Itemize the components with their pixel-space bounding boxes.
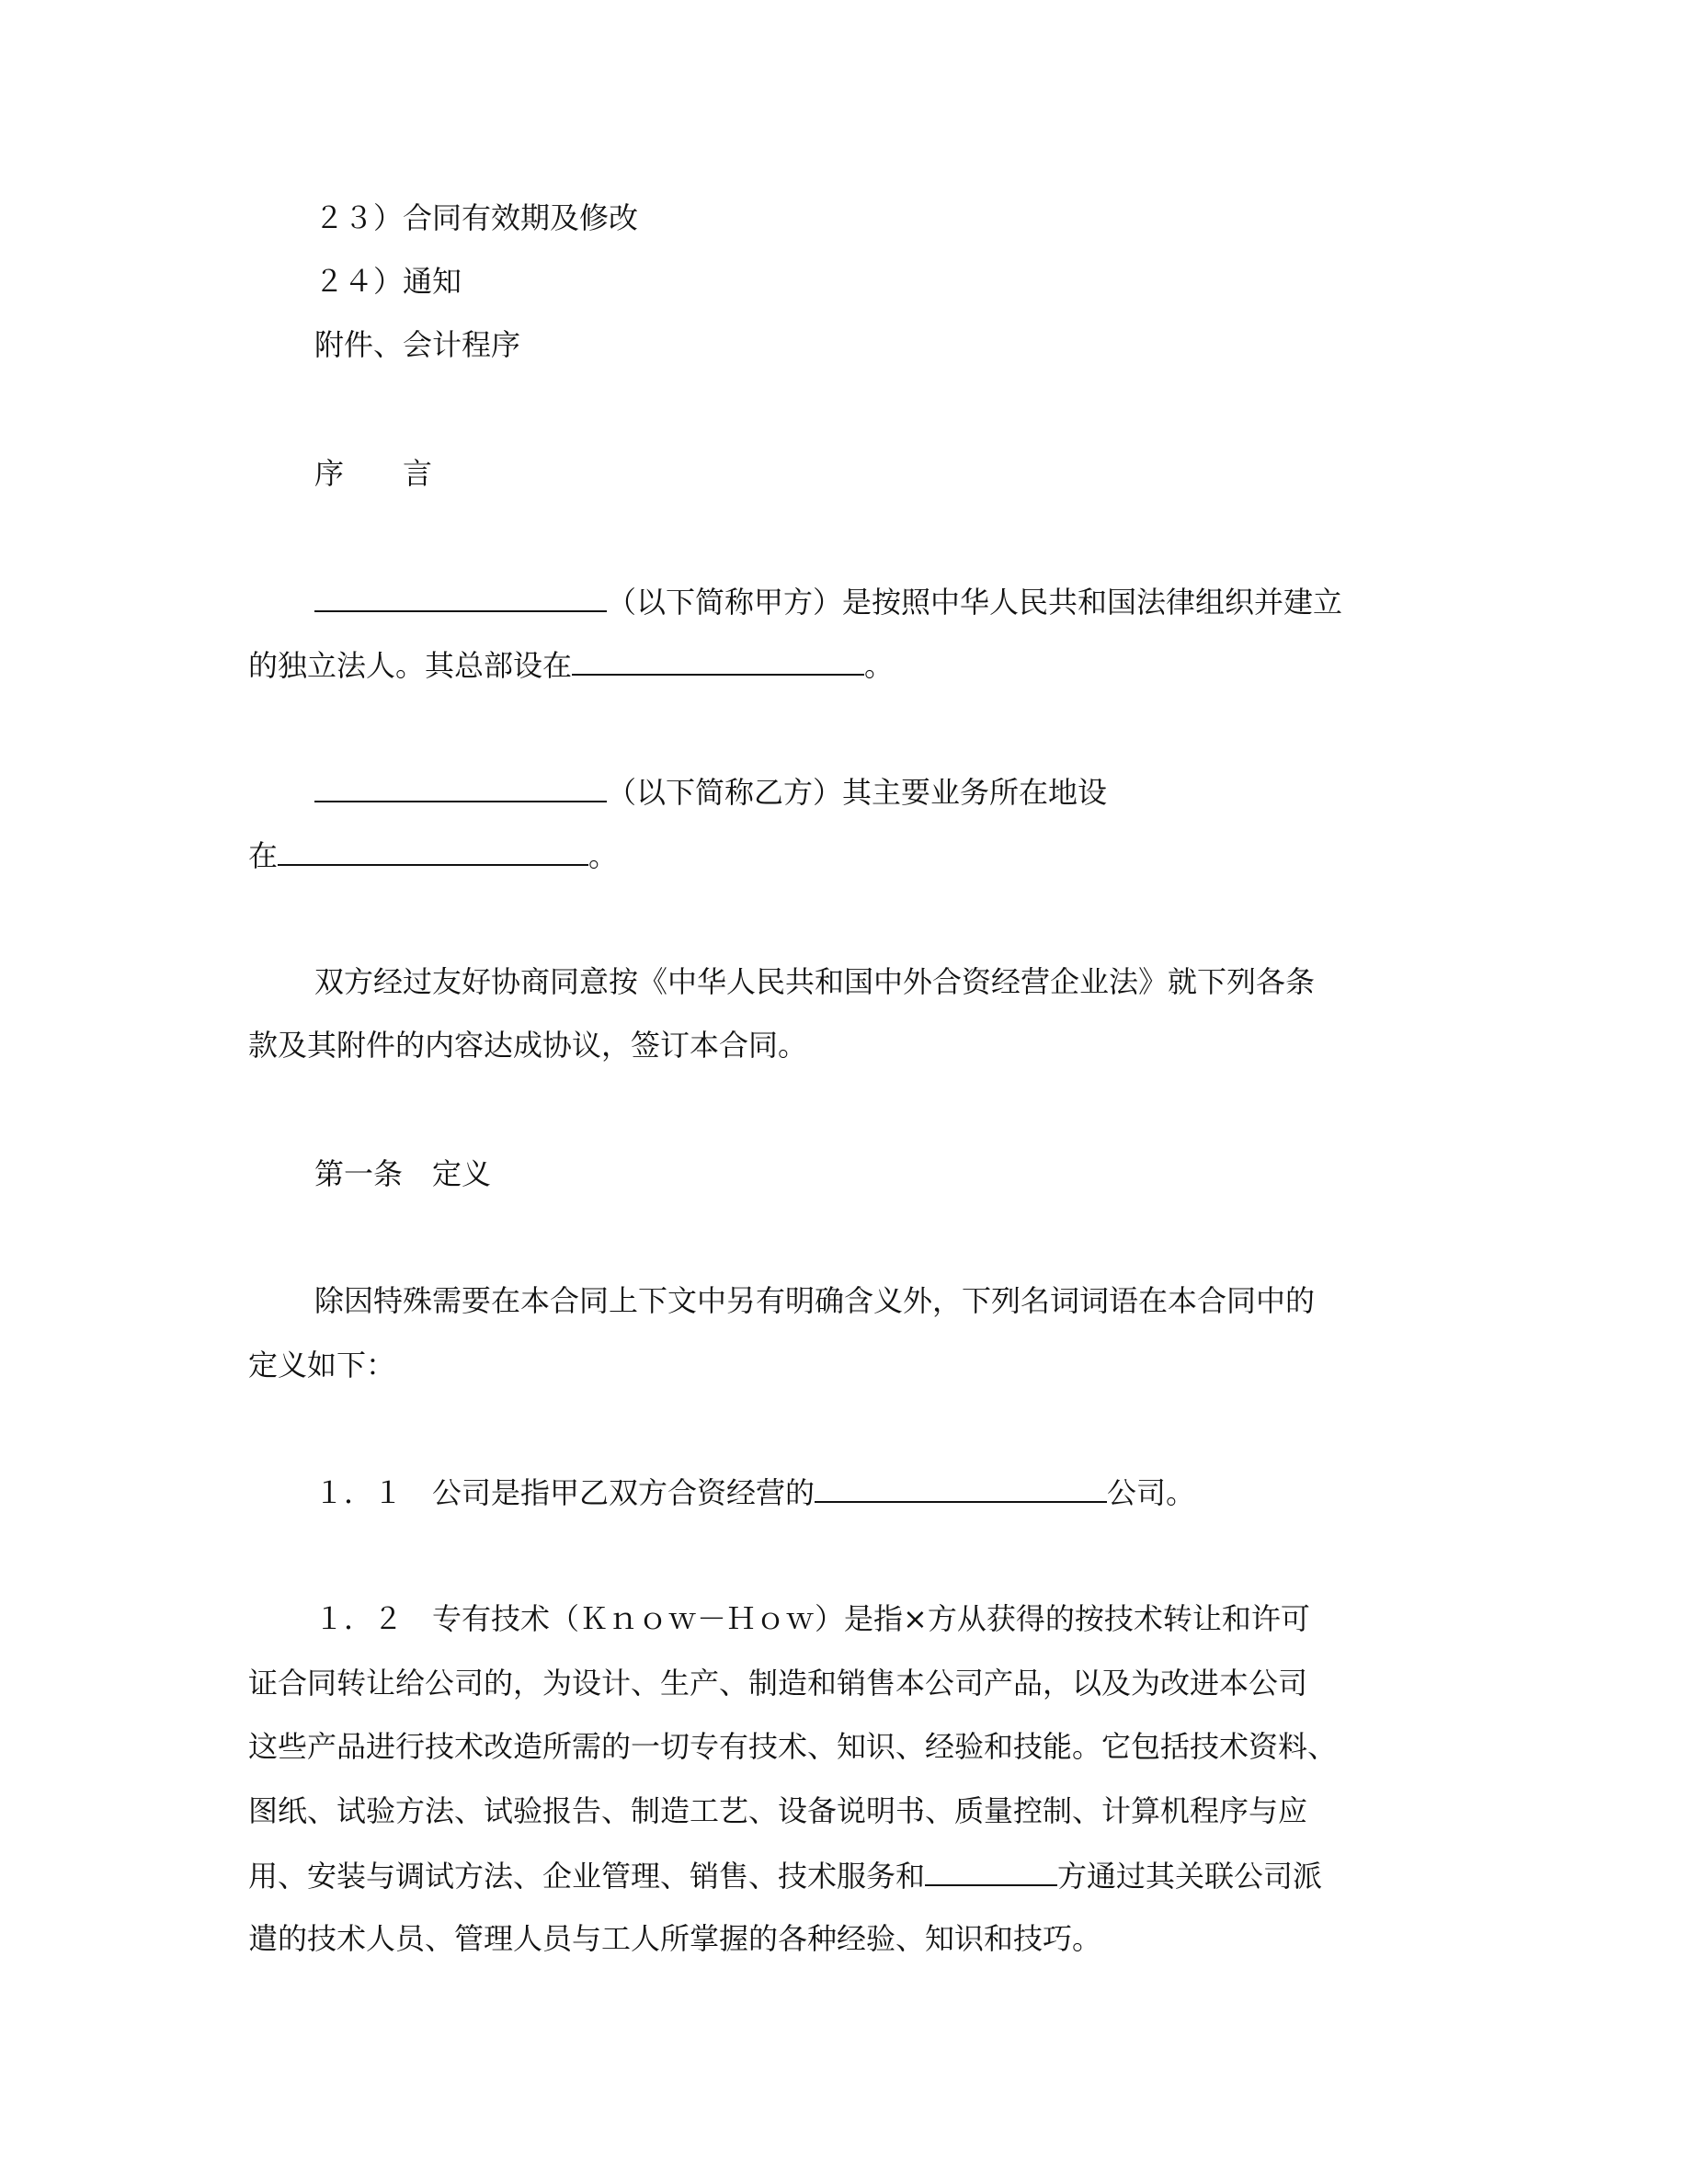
text-segment: 在 [248,838,279,873]
text-segment: 第一条 定义 [314,1156,492,1191]
text-line [248,1665,1307,1701]
text-line [314,963,1315,1000]
fill-in-blank[interactable] [815,1473,1107,1503]
text-segment: （以下简称乙方）其主要业务所在地设 [607,775,1108,810]
fill-in-blank[interactable] [925,1857,1057,1886]
text-segment: 除因特殊需要在本合同上下文中另有明确含义外，下列名词词语在本合同中的 [314,1283,1316,1318]
text-line [314,199,638,236]
text-line [314,1155,491,1192]
fill-in-blank[interactable] [314,773,607,802]
text-segment: 用、安装与调试方法、企业管理、销售、技术服务和 [248,1859,926,1894]
text-line [314,263,462,300]
fill-in-blank[interactable] [314,583,607,612]
text-line [248,646,894,683]
text-segment: 附件、会计程序 [314,327,521,362]
text-line [248,1920,1101,1957]
text-line [314,773,1107,810]
text-segment: 证合同转让给公司的，为设计、生产、制造和销售本公司产品，以及为改进本公司 [248,1666,1308,1701]
text-segment: 方通过其关联公司派 [1057,1859,1323,1894]
text-segment: 序 言 [314,456,433,491]
text-segment: １．１ 公司是指甲乙双方合资经营的 [314,1475,815,1510]
text-segment: 的独立法人。其总部设在 [248,648,573,683]
text-line [248,1347,395,1383]
text-line [248,836,618,873]
text-segment: 。 [588,838,619,873]
text-line [314,583,1342,620]
text-segment: 定义如下： [248,1348,396,1382]
text-line [314,455,432,492]
text-line [314,1282,1315,1319]
text-line [248,1857,1322,1894]
text-line [248,1027,807,1064]
text-line [314,326,520,363]
text-segment: ２３）合同有效期及修改 [314,200,639,235]
text-line [314,1473,1195,1510]
text-line [248,1728,1337,1765]
text-segment: 。 [864,648,895,683]
text-segment: ２４）通知 [314,264,462,299]
text-segment: （以下简称甲方）是按照中华人民共和国法律组织并建立 [607,585,1343,620]
text-segment: １．２ 专有技术（Ｋｎｏｗ－Ｈｏｗ）是指×方从获得的按技术转让和许可 [314,1601,1310,1636]
text-segment: 遣的技术人员、管理人员与工人所掌握的各种经验、知识和技巧。 [248,1921,1102,1956]
text-line [314,1600,1310,1637]
text-segment: 这些产品进行技术改造所需的一切专有技术、知识、经验和技能。它包括技术资料、 [248,1729,1338,1764]
fill-in-blank[interactable] [278,836,588,866]
text-segment: 双方经过友好协商同意按《中华人民共和国中外合资经营企业法》就下列各条 [314,964,1316,999]
text-segment: 款及其附件的内容达成协议，签订本合同。 [248,1028,808,1063]
text-segment: 公司。 [1107,1475,1196,1510]
fill-in-blank[interactable] [572,646,864,676]
text-line [248,1792,1307,1829]
text-segment: 图纸、试验方法、试验报告、制造工艺、设备说明书、质量控制、计算机程序与应 [248,1793,1308,1828]
